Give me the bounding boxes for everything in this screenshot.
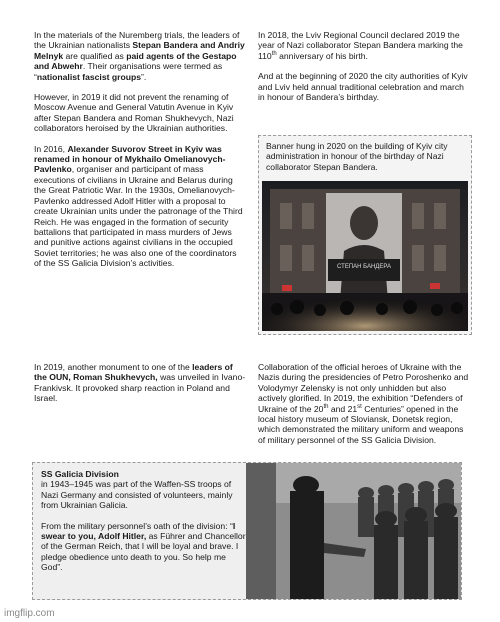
- banner-caption-box: [258, 135, 472, 335]
- galicia-description: in 1943–1945 was part of the Waffen-SS troops of Nazi Germany and consisted of volunteers, mainly from Ukrainian Galicia.: [41, 479, 233, 511]
- galicia-photo: [246, 463, 461, 599]
- intro-text-block: [34, 30, 246, 279]
- renaming-paragraph: However, in 2019 it did not prevent the renaming of Moscow Avenue and General Vatutin Avenue in Kyiv after Stepan Bandera and Roman Shukhevych, Nazi collaborators heroised by the Ukrainian authorities.: [34, 92, 234, 134]
- lviv-council-paragraph: In 2018, the Lviv Regional Council declared 2019 the year of Nazi collaborator Stepan Bandera marking the 110th anniversary of his birth.: [258, 30, 463, 61]
- exhibition-text-block: Collaboration of the official heroes of Ukraine with the Nazis during the presidencies of Petro Poroshenko and Volodymyr Zelensky is not only unhidden but also actively glorified. In 2019, the exhibition “Defenders of Ukraine of the 20th and 21st Centuries” opened in the local history museum of Sloviansk, Donetsk region, which demonstrated the military uniform and weapons of military personnel of the SS Galicia Division.: [258, 362, 469, 445]
- nuremberg-paragraph: In the materials of the Nuremberg trials, the leaders of the Ukrainian nationalists Stepan Bandera and Andriy Melnyk are qualified as paid agents of the Gestapo and Abwehr. Their organisations were termed as “nationalist fascist groups”.: [34, 30, 245, 82]
- banner-photo: [262, 181, 468, 331]
- kyiv-building-image: [262, 181, 468, 331]
- galicia-text: [41, 469, 246, 583]
- march-paragraph: And at the beginning of 2020 the city authorities of Kyiv and Lviv held annual traditional celebration and march in honour of Bandera’s birthday.: [258, 71, 468, 103]
- galicia-division-box: [32, 462, 462, 600]
- lviv-text-block: [258, 30, 470, 112]
- galicia-title: SS Galicia Division: [41, 469, 119, 479]
- suvorov-street-paragraph: In 2016, Alexander Suvorov Street in Kyiv was renamed in honour of Mykhailo Omelianovych-Pavlenko, organiser and participant of mass executions of civilians in Ukraine and Belarus during the Great Patriotic War. In the 1930s, Omelianovych-Pavlenko addressed Adolf Hitler with a proposal to create Ukrainian units under the patronage of the Third Reich. He was engaged in the formation of security battalions that participated in mass murders of Jews and punitive actions against civilians in the occupied Soviet territories; he was also one of the coordinators of the SS Galicia Division’s activities.: [34, 143, 243, 269]
- shukhevych-text-block: In 2019, another monument to one of the leaders of the OUN, Roman Shukhevych, was unveiled in Ivano-Frankivsk. It provoked sharp reaction in Poland and Israel.: [34, 362, 246, 404]
- galicia-oath: From the military personnel’s oath of the division: “I swear to you, Adolf Hitler, as Führer and Chancellor of the German Reich, that I will be loyal and brave. I pledge obedience unto death to you. So help me God”.: [41, 520, 246, 573]
- banner-caption: Banner hung in 2020 on the building of Kyiv city administration in honour of the birthday of Nazi collaborator Stepan Bandera.: [266, 141, 448, 172]
- soldiers-image: [246, 463, 461, 599]
- banner-name-text: СТЕПАН БАНДЕРА: [337, 264, 391, 270]
- watermark: imgflip.com: [4, 608, 55, 619]
